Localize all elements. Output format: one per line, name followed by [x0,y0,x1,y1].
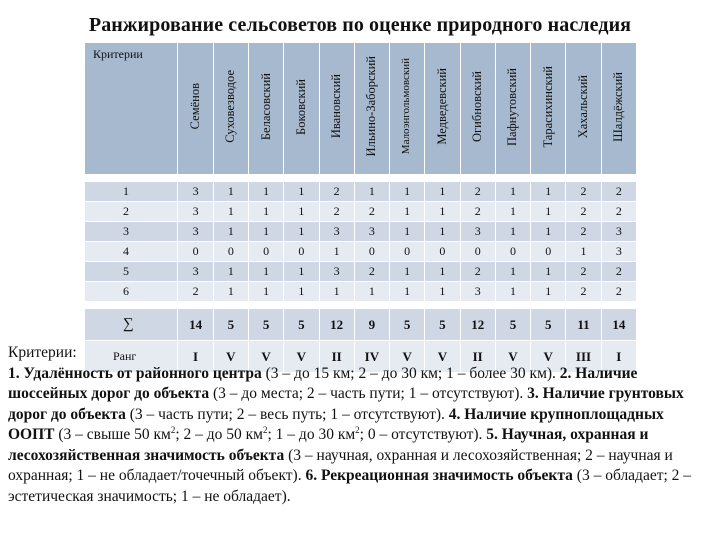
table-cell: 0 [248,242,283,262]
table-cell: 0 [390,242,425,262]
table-cell: 0 [284,242,319,262]
table-cell: 5 [495,309,530,341]
table-cell: 3 [178,202,213,222]
table-cell: 5 [531,309,566,341]
table-cell: V [213,341,248,373]
table-cell: 1 [531,222,566,242]
table-cell: 1 [248,262,283,282]
table-cell: 3 [178,262,213,282]
table-cell: V [495,341,530,373]
sum-row [85,309,637,341]
criterion-4-text: ; 1 – до 30 км [267,426,356,443]
table-cell: 2 [460,262,495,282]
table-cell: 1 [284,202,319,222]
table-cell: 1 [213,202,248,222]
table-cell: 0 [213,242,248,262]
column-header [248,43,283,175]
criterion-6-title: 6. Рекреационная значимость объекта [305,467,573,484]
table-cell: 3 [319,262,354,282]
table-cell: 11 [566,309,601,341]
table-cell: 0 [531,242,566,262]
notes-heading: Критерии: [8,344,77,361]
table-cell: 1 [284,222,319,242]
table-row-label: 6 [85,282,178,302]
table-cell: 2 [354,262,389,282]
table-cell: 1 [495,262,530,282]
table-cell: 3 [601,222,636,242]
table-cell: 2 [601,182,636,202]
table-row [85,222,637,242]
table-cell: 1 [248,202,283,222]
criterion-4-text: ; 2 – до 50 км [175,426,263,443]
table-cell: 2 [566,262,601,282]
table-cell: 2 [354,202,389,222]
table-cell: 1 [531,282,566,302]
table-cell: 5 [425,309,460,341]
table-cell: 1 [284,262,319,282]
table-cell: 1 [319,282,354,302]
table-cell: 2 [460,182,495,202]
table-cell: 14 [601,309,636,341]
table-cell: 1 [566,242,601,262]
table-cell: V [390,341,425,373]
table-cell: 1 [495,202,530,222]
table-cell: 2 [601,282,636,302]
table-cell: 14 [178,309,213,341]
table-cell: 1 [284,282,319,302]
table-cell: 5 [248,309,283,341]
table-cell: 3 [178,182,213,202]
column-header [460,43,495,175]
table-cell: 1 [390,222,425,242]
table-cell: I [601,341,636,373]
rank-row-label: Ранг [85,341,178,373]
criterion-1-title: 1. Удалённость от районного центра [8,364,262,382]
superscript: 2 [263,424,268,435]
column-header-label: Беласовский [258,72,273,141]
column-header-label: Ильино-Заборский [364,56,379,157]
table-cell: 2 [178,282,213,302]
table-cell: 3 [354,222,389,242]
table-cell: 1 [213,282,248,302]
table-cell: 1 [390,262,425,282]
table-cell: 0 [178,242,213,262]
column-header-label: Огибновский [470,71,485,142]
criterion-4-title: 4. Наличие крупноплощадных ООПТ [8,405,664,443]
table-cell: 1 [425,282,460,302]
column-header-label: Ивановский [329,74,344,139]
table-row-label: 2 [85,202,178,222]
table-row-label: 1 [85,182,178,202]
table-cell: 3 [319,222,354,242]
table-cell: 2 [566,202,601,222]
header-row [85,43,637,175]
table-cell: 1 [531,262,566,282]
table-cell: 1 [390,202,425,222]
criteria-notes [8,343,714,507]
criterion-4-text: ; 0 – отсутствуют). [359,426,487,443]
table-cell: 2 [566,222,601,242]
table-cell: 5 [390,309,425,341]
table-cell: 1 [213,262,248,282]
table-cell: 3 [178,222,213,242]
table-row-label: 4 [85,242,178,262]
column-header [390,43,425,175]
table-cell: 1 [425,222,460,242]
criterion-5-text: (3 – научная, охранная и лесохозяйственная; 2 – научная и охранная; 1 – не обладает/точечный объект). [8,446,673,484]
table-cell: 2 [319,202,354,222]
table-cell: 0 [354,242,389,262]
table-cell: 0 [460,242,495,262]
table-cell: 2 [601,202,636,222]
column-header [178,43,213,175]
superscript: 2 [355,424,360,435]
table-cell: 1 [213,222,248,242]
table-cell: 1 [390,282,425,302]
column-header [284,43,319,175]
table-cell: IV [354,341,389,373]
table-cell: 2 [319,182,354,202]
table-cell: 1 [531,202,566,222]
column-header-label: Хахальский [575,74,590,139]
table-cell: 2 [566,182,601,202]
table-cell: V [284,341,319,373]
column-header [319,43,354,175]
table-cell: 3 [460,282,495,302]
column-header-label: Пафнутовский [505,67,520,146]
table-cell: 1 [495,222,530,242]
column-header [566,43,601,175]
table-cell: V [248,341,283,373]
table-cell: 5 [284,309,319,341]
column-header-label: Медведевский [434,68,449,145]
table-cell: 1 [495,182,530,202]
table-cell: 1 [495,282,530,302]
table-cell: 12 [460,309,495,341]
table-cell: 1 [248,282,283,302]
table-cell: II [460,341,495,373]
table-row [85,242,637,262]
superscript: 2 [170,424,176,435]
table-cell: 1 [425,202,460,222]
table-cell: 1 [248,222,283,242]
criterion-6-text: (3 – обладает; 2 – эстетическая значимость; 1 – не обладает). [8,467,692,505]
table-cell: 1 [284,182,319,202]
table-cell: 1 [390,182,425,202]
table-row-label: 5 [85,262,178,282]
table-row [85,182,637,202]
criterion-2-title: 2. Наличие шоссейных дорог до объекта [8,364,638,402]
table-cell: 3 [601,242,636,262]
table-row [85,282,637,302]
criterion-3-title: 3. Наличие грунтовых дорог до объекта [8,385,684,423]
table-cell: III [566,341,601,373]
column-header-label: Суховезводое [223,70,238,143]
column-header-label: Семёнов [188,83,202,130]
column-header [495,43,530,175]
table-row-label: 3 [85,222,178,242]
column-header-label: Малоэнгольмовский [400,58,413,155]
criterion-2-text: (3 – до места; 2 – часть пути; 1 – отсутствуют). [209,385,528,402]
table-cell: 1 [425,262,460,282]
table-cell: 1 [354,182,389,202]
sum-row-label: ∑ [85,309,178,341]
table-cell: 3 [460,222,495,242]
table-cell: 1 [531,182,566,202]
column-header [354,43,389,175]
table-cell: 5 [213,309,248,341]
column-header-label: Боковский [293,78,308,135]
table-cell: V [531,341,566,373]
table-cell: 0 [425,242,460,262]
table-cell: I [178,341,213,373]
page-title: Ранжирование сельсоветов по оценке природного наследия [88,14,632,36]
criterion-3-text: (3 – часть пути; 2 – весь путь; 1 – отсутствуют). [125,405,449,423]
table-cell: 1 [319,242,354,262]
column-header [213,43,248,175]
table-row [85,202,637,222]
table-cell: 1 [425,182,460,202]
table-cell: 1 [213,182,248,202]
table-cell: 2 [460,202,495,222]
column-header [425,43,460,175]
table-cell: V [425,341,460,373]
column-header [601,43,636,175]
table-cell: 0 [495,242,530,262]
table-cell: 1 [248,182,283,202]
column-header [531,43,566,175]
criterion-5-title: 5. Научная, охранная и лесохозяйственная значимость объекта [8,426,649,464]
criteria-header: Критерии [85,43,178,175]
table-cell: 9 [354,309,389,341]
column-header-label: Тарасихинский [540,65,555,148]
table-cell: 2 [566,282,601,302]
criterion-1-text: (3 – до 15 км; 2 – до 30 км; 1 – более 30 км). [261,364,560,382]
table-row [85,262,637,282]
table-cell: 1 [354,282,389,302]
table-cell: II [319,341,354,373]
criterion-4-text: (3 – свыше 50 км [54,426,171,443]
ranking-table [84,42,637,373]
column-header-label: Шалдёжский [611,71,626,142]
table-cell: 12 [319,309,354,341]
table-cell: 2 [601,262,636,282]
